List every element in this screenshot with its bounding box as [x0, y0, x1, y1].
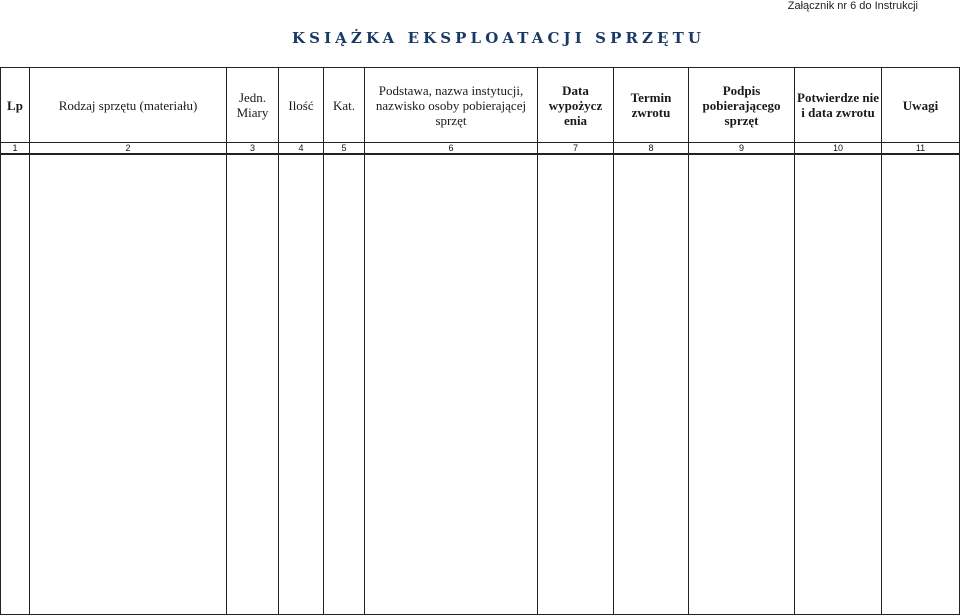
entry-cell-return-deadline[interactable]: [614, 154, 689, 615]
header-category: Kat.: [324, 68, 365, 143]
column-number: 2: [30, 143, 227, 155]
column-number: 9: [689, 143, 795, 155]
column-number: 6: [365, 143, 538, 155]
column-number: 8: [614, 143, 689, 155]
header-loan-date: Data wypożycz enia: [538, 68, 614, 143]
header-quantity: Ilość: [279, 68, 324, 143]
column-number: 10: [795, 143, 882, 155]
header-remarks: Uwagi: [882, 68, 960, 143]
header-return-deadline: Termin zwrotu: [614, 68, 689, 143]
column-number: 3: [227, 143, 279, 155]
entry-cell-borrower-signature[interactable]: [689, 154, 795, 615]
entry-cell-return-confirmation[interactable]: [795, 154, 882, 615]
entry-cell-remarks[interactable]: [882, 154, 960, 615]
header-basis: Podstawa, nazwa instytucji, nazwisko osoby pobierającej sprzęt: [365, 68, 538, 143]
column-number: 11: [882, 143, 960, 155]
entry-cell-unit[interactable]: [227, 154, 279, 615]
column-number-row: [1, 143, 960, 155]
entry-cell-category[interactable]: [324, 154, 365, 615]
entry-cell-basis[interactable]: [365, 154, 538, 615]
header-borrower-signature: Podpis pobierającego sprzęt: [689, 68, 795, 143]
header-unit: Jedn. Miary: [227, 68, 279, 143]
header-row: [1, 68, 960, 143]
column-number: 4: [279, 143, 324, 155]
entry-cell-loan-date[interactable]: [538, 154, 614, 615]
header-equipment-type: Rodzaj sprzętu (materiału): [30, 68, 227, 143]
column-number: 5: [324, 143, 365, 155]
entry-cell-quantity[interactable]: [279, 154, 324, 615]
header-lp: Lp: [1, 68, 30, 143]
header-return-confirmation: Potwierdze nie i data zwrotu: [795, 68, 882, 143]
entry-cell-equipment-type[interactable]: [30, 154, 227, 615]
column-number: 7: [538, 143, 614, 155]
entry-cell-lp[interactable]: [1, 154, 30, 615]
column-number: 1: [1, 143, 30, 155]
empty-entry-row: [1, 154, 960, 615]
document-title: KSIĄŻKA EKSPLOATACJI SPRZĘTU: [292, 29, 706, 47]
equipment-log-table: [0, 67, 960, 615]
annex-label: Załącznik nr 6 do Instrukcji: [787, 0, 918, 12]
